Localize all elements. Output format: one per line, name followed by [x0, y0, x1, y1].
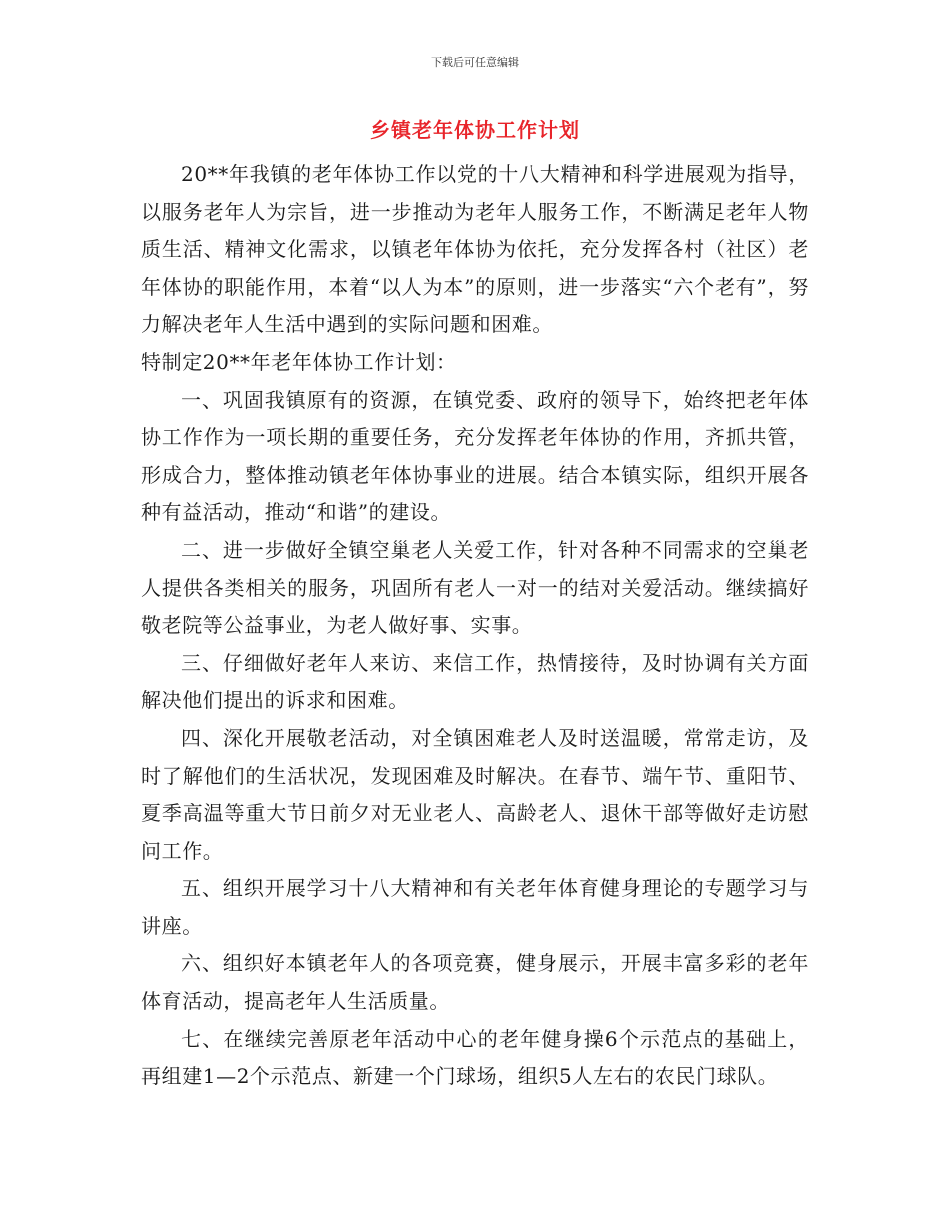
- paragraph-item-6: 六、组织好本镇老年人的各项竞赛，健身展示，开展丰富多彩的老年体育活动，提高老年人生活质量。: [141, 951, 809, 1014]
- paragraph-item-2: 二、进一步做好全镇空巢老人关爱工作，针对各种不同需求的空巢老人提供各类相关的服务，巩固所有老人一对一的结对关爱活动。继续搞好敬老院等公益事业，为老人做好事、实事。: [141, 537, 809, 638]
- paragraph-plan-lead: 特制定20**年老年体协工作计划：: [141, 349, 457, 374]
- paragraph-item-4: 四、深化开展敬老活动，对全镇困难老人及时送温暖，常常走访，及时了解他们的生活状况，发现困难及时解决。在春节、端午节、重阳节、夏季高温等重大节日前夕对无业老人、高龄老人、退休干部等做好走访慰问工作。: [141, 725, 809, 863]
- paragraph-item-5: 五、组织开展学习十八大精神和有关老年体育健身理论的专题学习与讲座。: [141, 876, 809, 938]
- paragraph-intro: 20**年我镇的老年体协工作以党的十八大精神和科学进展观为指导，以服务老年人为宗旨，进一步推动为老年人服务工作，不断满足老年人物质生活、精神文化需求，以镇老年体协为依托，充分发挥各村（社区）老年体协的职能作用，本着“以人为本”的原则，进一步落实“六个老有”，努力解决老年人生活中遇到的实际问题和困难。: [141, 162, 809, 337]
- paragraph-item-1: 一、巩固我镇原有的资源，在镇党委、政府的领导下，始终把老年体协工作作为一项长期的重要任务，充分发挥老年体协的作用，齐抓共管，形成合力，整体推动镇老年体协事业的进展。结合本镇实际，组织开展各种有益活动，推动“和谐”的建设。: [141, 387, 809, 525]
- paragraph-item-7: 七、在继续完善原老年活动中心的老年健身操6个示范点的基础上，再组建1—2个示范点、新建一个门球场，组织5人左右的农民门球队。: [141, 1026, 809, 1089]
- document-body: [141, 156, 809, 1096]
- paragraph-item-3: 三、仔细做好老年人来访、来信工作，热情接待，及时协调有关方面解决他们提出的诉求和困难。: [141, 650, 809, 713]
- header-note: 下载后可任意编辑: [431, 56, 519, 69]
- document-title: 乡镇老年体协工作计划: [370, 118, 580, 142]
